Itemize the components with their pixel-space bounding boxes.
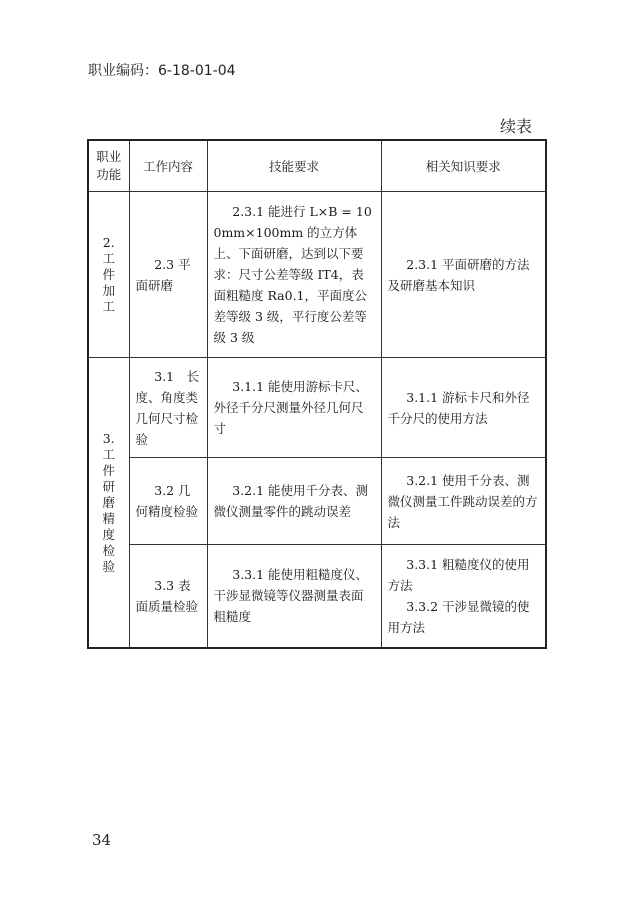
content-cell: 3.3 表面质量检验 xyxy=(129,545,207,648)
knowledge-item: 3.3.1 粗糙度仪的使用方法 xyxy=(387,556,530,593)
col-header-knowledge: 相关知识要求 xyxy=(381,140,546,192)
skill-cell: 2.3.1 能进行 L×B = 100mm×100mm 的立方体上、下面研磨，达到以下要求：尺寸公差等级 IT4，表面粗糙度 Ra0.1，平面度公差等级 3 级，平行度公差等级 3 级 xyxy=(207,192,381,358)
knowledge-cell xyxy=(381,458,546,545)
skill-cell: 3.1.1 能使用游标卡尺、外径千分尺测量外径几何尺寸 xyxy=(207,358,381,458)
content-cell: 2.3 平面研磨 xyxy=(129,192,207,358)
col-header-skill: 技能要求 xyxy=(207,140,381,192)
table-row xyxy=(88,545,546,648)
knowledge-item: 3.3.2 干涉显微镜的使用方法 xyxy=(387,598,530,635)
skill-cell: 3.2.1 能使用千分表、测微仪测量零件的跳动误差 xyxy=(207,458,381,545)
function-cell xyxy=(88,358,129,648)
occupation-code: 职业编码：6-18-01-04 xyxy=(88,63,236,79)
page-number: 34 xyxy=(92,831,112,849)
function-number: 3. xyxy=(102,430,115,446)
content-cell: 3.2 几何精度检验 xyxy=(129,458,207,545)
function-name: 工件加工 xyxy=(102,251,115,314)
skills-table xyxy=(87,139,547,649)
col-header-function: 职业 功能 xyxy=(88,140,129,192)
col-header-content: 工作内容 xyxy=(129,140,207,192)
knowledge-item: 3.2.1 使用千分表、测微仪测量工件跳动误差的方法 xyxy=(387,472,538,530)
function-cell xyxy=(88,192,129,358)
content-cell: 3.1 长度、角度类几何尺寸检验 xyxy=(129,358,207,458)
function-number: 2. xyxy=(102,235,115,250)
knowledge-item: 3.1.1 游标卡尺和外径千分尺的使用方法 xyxy=(387,389,530,426)
knowledge-cell xyxy=(381,192,546,358)
continued-label: 续表 xyxy=(500,117,533,136)
table-row xyxy=(88,358,546,458)
function-name: 工件研磨精度检验 xyxy=(102,446,115,574)
table-row xyxy=(88,192,546,358)
table-header-row xyxy=(88,140,546,192)
knowledge-item: 2.3.1 平面研磨的方法及研磨基本知识 xyxy=(387,256,530,293)
skill-cell: 3.3.1 能使用粗糙度仪、干涉显微镜等仪器测量表面粗糙度 xyxy=(207,545,381,648)
knowledge-cell xyxy=(381,545,546,648)
knowledge-cell xyxy=(381,358,546,458)
table-row xyxy=(88,458,546,545)
